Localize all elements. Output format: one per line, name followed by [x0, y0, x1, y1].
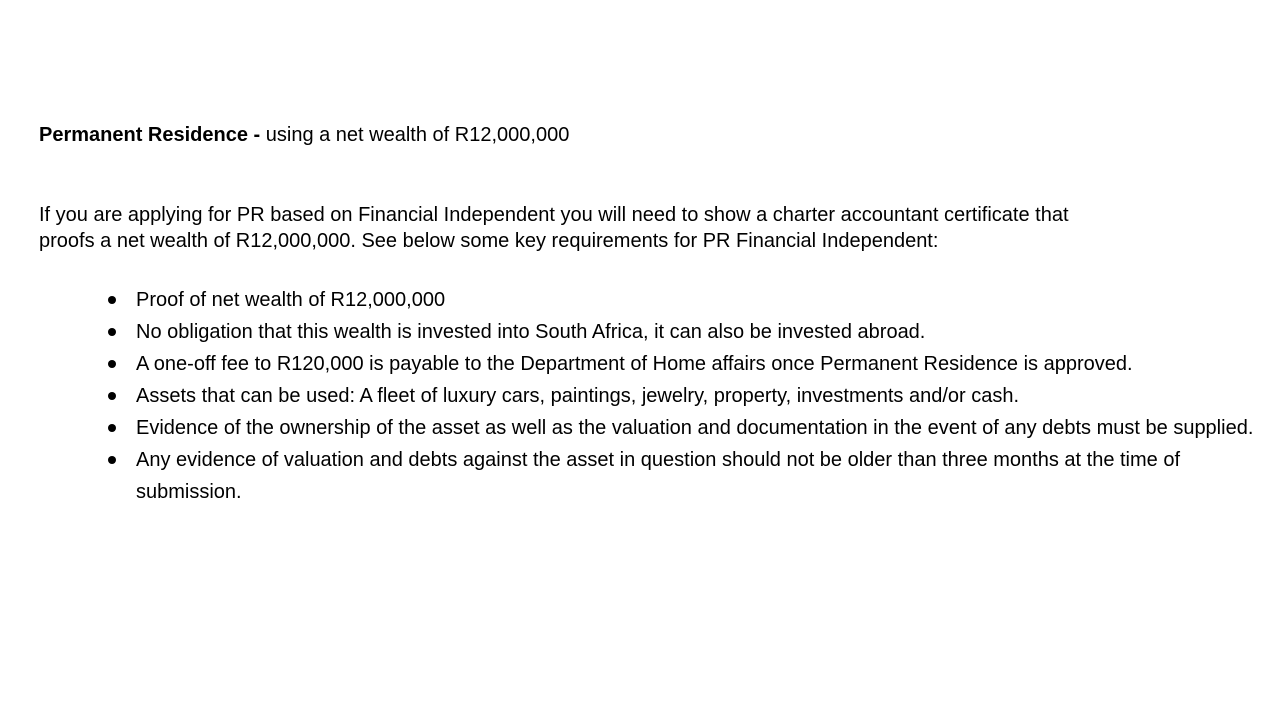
list-item-text: Proof of net wealth of R12,000,000	[136, 289, 446, 311]
list-item-text: Evidence of the ownership of the asset as well as the valuation and documentation in the event of any debts must be supplied.	[136, 417, 1254, 439]
intro-paragraph	[39, 202, 1239, 254]
list-item-text: Assets that can be used: A fleet of luxury cars, paintings, jewelry, property, investments and/or cash.	[136, 385, 1020, 407]
heading-rest-text: using a net wealth of R12,000,000	[260, 124, 570, 146]
bullet-icon	[108, 424, 116, 432]
bullet-icon	[108, 296, 116, 304]
requirements-list	[39, 284, 1269, 508]
bullet-icon	[108, 456, 116, 464]
intro-line: If you are applying for PR based on Financial Independent you will need to show a charter accountant certificate that	[39, 204, 1069, 226]
list-item	[39, 348, 1269, 380]
bullet-icon	[108, 328, 116, 336]
bullet-icon	[108, 392, 116, 400]
list-item-text: A one-off fee to R120,000 is payable to the Department of Home affairs once Permanent Residence is approved.	[136, 353, 1133, 375]
list-item	[39, 444, 1269, 508]
heading-bold-text: Permanent Residence -	[39, 124, 261, 146]
list-item	[39, 380, 1269, 412]
bullet-icon	[108, 360, 116, 368]
list-item	[39, 412, 1269, 444]
intro-line: proofs a net wealth of R12,000,000. See below some key requirements for PR Financial Independent:	[39, 230, 939, 252]
list-item	[39, 284, 1269, 316]
list-item-text: No obligation that this wealth is invested into South Africa, it can also be invested abroad.	[136, 321, 926, 343]
page-heading	[39, 122, 569, 148]
list-item-text: Any evidence of valuation and debts against the asset in question should not be older than three months at the time of submission.	[136, 449, 1181, 503]
list-item	[39, 316, 1269, 348]
